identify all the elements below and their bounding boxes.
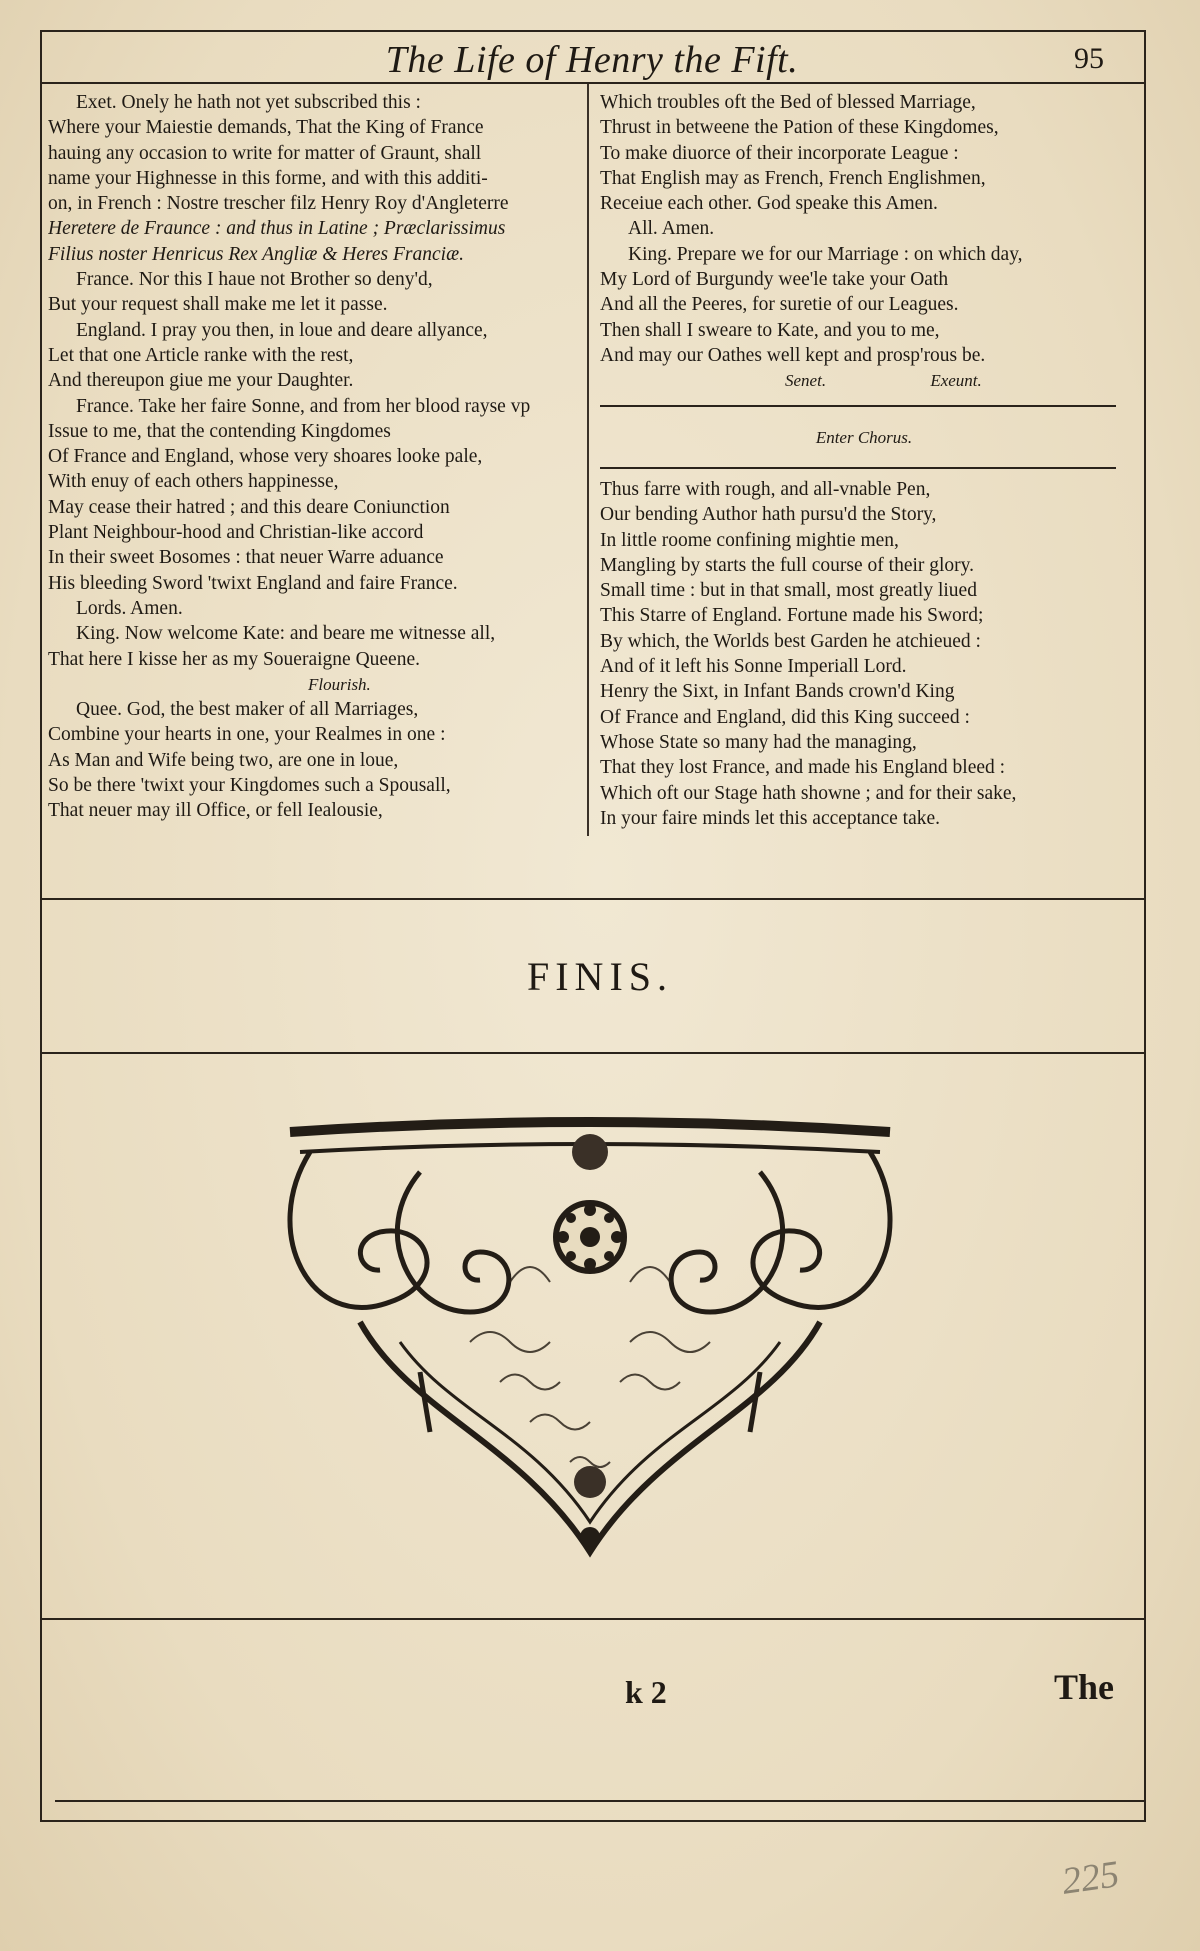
text-line: France. Nor this I haue not Brother so deny'd, [76,269,433,291]
text-line: That English may as French, French Englishmen, [600,167,986,189]
epilogue-line: Thus farre with rough, and all-vnable Pen, [600,479,931,500]
finis-top-rule [40,898,1144,900]
text-line: May cease their hatred ; and this deare Coniunction [48,496,450,518]
text-line: So be there 'twixt your Kingdomes such a Spousall, [48,775,451,797]
text-line: Receiue each other. God speake this Amen. [600,193,938,215]
epilogue-line: And of it left his Sonne Imperiall Lord. [600,656,907,678]
epilogue-line: In little roome confining mightie men, [600,529,899,551]
epilogue-line: By which, the Worlds best Garden he atchieued : [600,630,981,652]
text-line: And thereupon giue me your Daughter. [48,370,354,392]
text-line: That neuer may ill Office, or fell Iealousie, [48,800,383,822]
text-line: Exet. Onely he hath not yet subscribed this : [76,92,421,113]
text-line: To make diuorce of their incorporate League : [600,142,959,164]
right-column [600,90,1128,394]
text-line: name your Highnesse in this forme, and with this additi- [48,167,488,189]
chorus-heading: Enter Chorus. [815,428,913,447]
text-line: And may our Oathes well kept and prosp'rous be. [600,344,986,366]
text-line: Quee. God, the best maker of all Marriages, [76,699,419,721]
text-line: England. I pray you then, in loue and deare allyance, [76,319,488,341]
text-line: Of France and England, whose very shoares looke pale, [48,446,483,468]
text-line: Then shall I sweare to Kate, and you to me, [600,319,940,341]
text-line: Plant Neighbour-hood and Christian-like accord [48,522,424,544]
pencil-folio-note: 225 [1059,1853,1122,1903]
text-line: My Lord of Burgundy wee'le take your Oath [600,269,949,291]
epilogue-line: Henry the Sixt, in Infant Bands crown'd King [600,681,955,703]
page-number: 95 [1074,42,1104,75]
text-line: As Man and Wife being two, are one in loue, [48,749,399,771]
epilogue-line: This Starre of England. Fortune made his Sword; [600,605,984,627]
text-line: With enuy of each others happinesse, [48,471,339,493]
finis: FINIS. [526,954,674,999]
epilogue-block [600,477,1128,831]
bottom-rule [55,1800,1145,1802]
epilogue-line: Our bending Author hath pursu'd the Story, [600,504,937,526]
left-column [48,90,570,824]
text-line: That here I kisse her as my Soueraigne Queene. [48,648,420,670]
text-line: Which troubles oft the Bed of blessed Marriage, [600,92,976,113]
signature-mark: k 2 [625,1674,667,1710]
text-line: Filius noster Henricus Rex Angliæ & Heres Franciæ. [48,243,464,265]
epilogue-line: Which oft our Stage hath showne ; and for their sake, [600,782,1017,804]
section-rule [600,405,1116,407]
chorus-heading-block [600,425,1128,450]
signature-rule [40,1618,1144,1620]
epilogue-line: Whose State so many had the managing, [600,731,917,753]
tailpiece-ornament [270,1112,910,1562]
stage-direction-senet: Senet. [785,371,827,391]
text-line: France. Take her faire Sonne, and from her blood rayse vp [76,395,531,417]
text-line: But your request shall make me let it passe. [48,294,388,316]
text-line: Combine your hearts in one, your Realmes in one : [48,724,446,746]
text-line: Heretere de Fraunce : and thus in Latine ; Præclarissimus [48,218,506,240]
text-line: In their sweet Bosomes : that neuer Warre aduance [48,547,444,569]
running-title: The Life of Henry the Fift. [385,39,799,81]
epilogue-line: Mangling by starts the full course of their glory. [600,554,975,576]
text-line: His bleeding Sword 'twixt England and faire France. [48,572,458,594]
text-line: And all the Peeres, for suretie of our Leagues. [600,294,959,316]
page-header [40,30,1144,84]
text-line: Thrust in betweene the Pation of these Kingdomes, [600,117,999,139]
catchword: The [1054,1667,1115,1707]
stage-directions-row [600,368,1128,393]
text-line: King. Prepare we for our Marriage : on which day, [628,243,1023,265]
text-line: All. Amen. [628,218,715,240]
column-divider [587,84,589,836]
text-line: Lords. Amen. [76,597,183,619]
epilogue-line: Small time : but in that small, most greatly liued [600,580,977,602]
text-line: Where your Maiestie demands, That the King of France [48,117,484,139]
section-rule [600,467,1116,469]
finis-bottom-rule [40,1052,1144,1054]
stage-direction: Flourish. [308,674,371,694]
epilogue-line: Of France and England, did this King succeed : [600,706,970,728]
stage-direction-exeunt: Exeunt. [930,371,982,391]
text-line: on, in French : Nostre trescher filz Henry Roy d'Angleterre [48,193,509,215]
text-line: Issue to me, that the contending Kingdomes [48,420,391,442]
epilogue-line: That they lost France, and made his England bleed : [600,757,1006,779]
text-line: King. Now welcome Kate: and beare me witnesse all, [76,623,496,645]
text-line: Let that one Article ranke with the rest, [48,344,354,366]
text-line: hauing any occasion to write for matter of Graunt, shall [48,142,482,164]
epilogue-line: In your faire minds let this acceptance take. [600,807,941,829]
